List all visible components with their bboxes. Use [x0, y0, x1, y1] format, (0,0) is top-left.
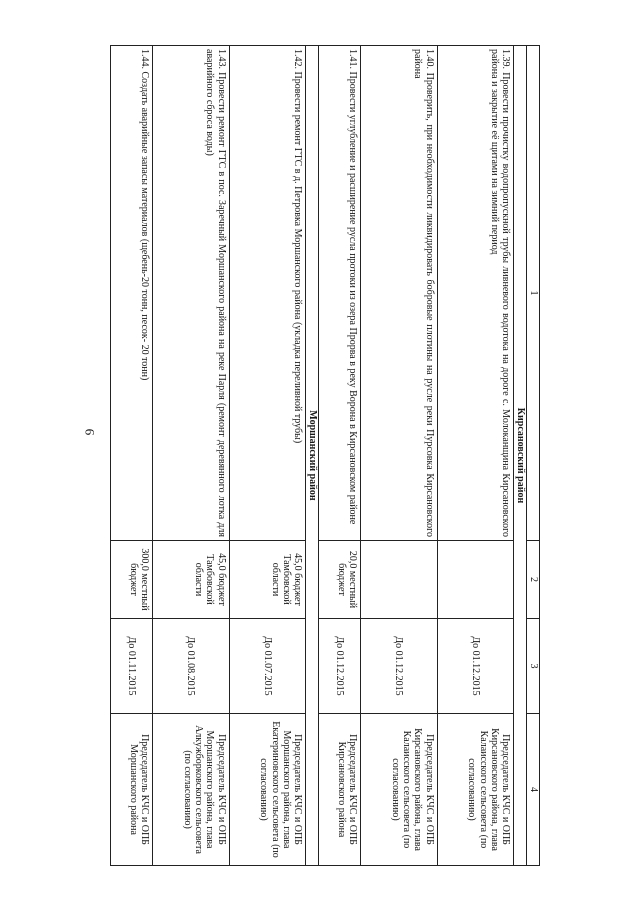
measure-description: 1.41. Провести углубление и расширение русла протоки из озера Прорва в реку Ворона в Кирсановском районе — [319, 46, 361, 541]
responsible-person: Председатель КЧС и ОПБ Моршанского района, глава Алкужборковского сельсовета (по согласованию) — [153, 714, 229, 866]
deadline: До 01.12.2015 — [437, 619, 513, 714]
deadline: До 01.11.2015 — [111, 619, 153, 714]
responsible-person: Председатель КЧС и ОПБ Моршанского района — [111, 714, 153, 866]
table-row — [361, 46, 437, 866]
responsible-person: Председатель КЧС и ОПБ Кирсановского района — [319, 714, 361, 866]
page-number: 9 — [82, 428, 97, 436]
measure-description: 1.44. Создать аварийные запасы материалов (щебень-20 тонн, песок- 20 тонн) — [111, 46, 153, 541]
measure-description: 1.40. Проверить, при необходимости ликвидировать бобровые плотины на русле реки Пурсовка Кирсановского района — [361, 46, 437, 541]
responsible-person: Председатель КЧС и ОПБ Кирсановского района, глава Калаисского сельсовета (по согласованию) — [361, 714, 437, 866]
responsible-person: Председатель КЧС и ОПБ Кирсановского района, глава Калаисского сельсовета (по согласованию) — [437, 714, 513, 866]
column-header-3: 3 — [527, 619, 540, 714]
column-header-4: 4 — [527, 714, 540, 866]
funding-source: 20,0 местный бюджет — [319, 541, 361, 619]
measure-description: 1.42. Провести ремонт ГТС в д. Петровка Моршанского района (укладка переливной трубы) — [229, 46, 305, 541]
funding-source — [361, 541, 437, 619]
funding-source: 45,0 бюджет Тамбовской области — [153, 541, 229, 619]
table-row — [153, 46, 229, 866]
column-header-2: 2 — [527, 541, 540, 619]
funding-source — [437, 541, 513, 619]
measure-description: 1.39. Провести прочистку водопропускной трубы ливневого водотока на дороге с. Молоканщина Кирсановского района и закрытие её щитами на зимний период — [437, 46, 513, 541]
section-title: Кирсановский район — [514, 46, 527, 866]
deadline: До 01.07.2015 — [229, 619, 305, 714]
table-row — [319, 46, 361, 866]
rotated-page-content — [110, 45, 540, 865]
column-number-row — [527, 46, 540, 866]
column-header-1: 1 — [527, 46, 540, 541]
measure-description: 1.43. Провести ремонт ГТС в пос. Заречный Моршанского района на реке Парля (ремонт деревянного лотка для аварийного сброса воды) — [153, 46, 229, 541]
table-row — [111, 46, 153, 866]
funding-source: 300,0 местный бюджет — [111, 541, 153, 619]
funding-source: 45,0 бюджет Тамбовской области — [229, 541, 305, 619]
measures-table — [110, 45, 540, 866]
table-row — [437, 46, 513, 866]
section-title: Моршанский район — [306, 46, 319, 866]
deadline: До 01.08.2015 — [153, 619, 229, 714]
responsible-person: Председатель КЧС и ОПБ Моршанского района, глава Екатериновского сельсовета (по согласованию) — [229, 714, 305, 866]
deadline: До 01.12.2015 — [319, 619, 361, 714]
section-heading-row — [306, 46, 319, 866]
section-heading-row — [514, 46, 527, 866]
table-row — [229, 46, 305, 866]
deadline: До 01.12.2015 — [361, 619, 437, 714]
